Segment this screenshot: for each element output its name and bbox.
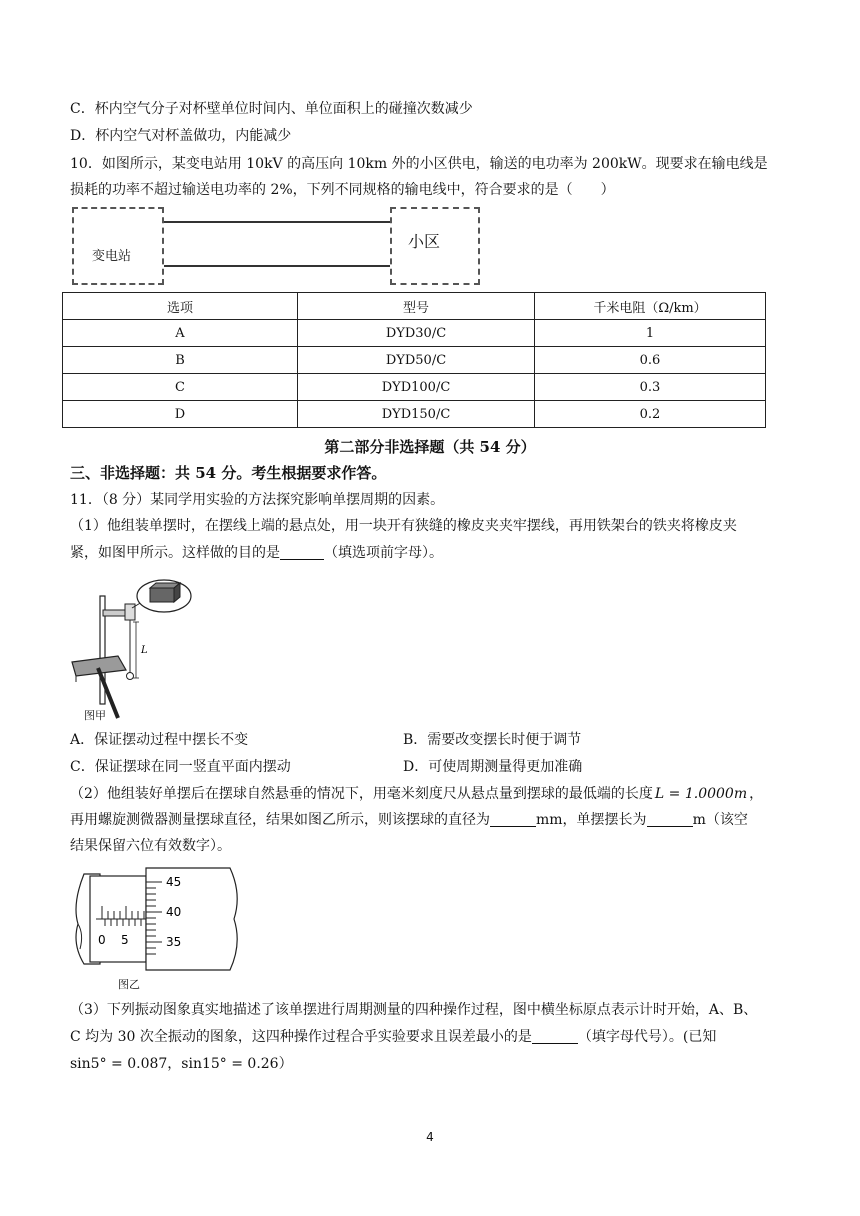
power-line-bottom xyxy=(164,265,390,267)
substation-label: 变电站 xyxy=(92,249,132,264)
q11-option-a: A．保证摆动过程中摆长不变 xyxy=(70,732,249,748)
q11-p2-text: （2）他组装好单摆后在摆球自然悬垂的情况下，用毫米刻度尺从悬点量到摆球的最低端的长度 xyxy=(70,786,653,802)
cell-model: DYD150/C xyxy=(298,401,535,428)
q11-option-c: C．保证摆球在同一竖直平面内摆动 xyxy=(70,759,291,775)
cell-resistance: 0.2 xyxy=(535,401,766,428)
q11-p2-comma: ， xyxy=(749,786,764,802)
q11-p2-text3: mm，单摆摆长为 xyxy=(536,812,647,828)
q11-p3-line1: （3）下列振动图象真实地描述了该单摆进行周期测量的四种操作过程，图中横坐标原点表示计时开始，A、B、 xyxy=(70,1002,758,1018)
community-label: 小区 xyxy=(408,232,441,251)
q11-p1-text: 紧，如图甲所示。这样做的目的是 xyxy=(70,545,280,561)
q11-p3-line3: sin5° = 0.087，sin15° = 0.26） xyxy=(70,1056,293,1072)
cell-resistance: 1 xyxy=(535,320,766,347)
answer-blank-3[interactable] xyxy=(532,1029,578,1044)
cell-option: A xyxy=(63,320,298,347)
table-row xyxy=(63,401,766,428)
header-model: 型号 xyxy=(298,293,535,320)
q9-option-d: D．杯内空气对杯盖做功，内能减少 xyxy=(70,128,292,144)
sleeve-label-0: 0 xyxy=(98,933,106,947)
q11-p2-text4: m（该空 xyxy=(692,812,748,828)
cell-option: B xyxy=(63,347,298,374)
q11-p3-line2 xyxy=(70,1027,716,1047)
pendulum-apparatus-figure xyxy=(70,578,200,723)
cell-option: D xyxy=(63,401,298,428)
cell-model: DYD50/C xyxy=(298,347,535,374)
q11-p2-line1 xyxy=(70,784,763,804)
power-line-top xyxy=(164,221,390,223)
q11-option-b: B．需要改变摆长时便于调节 xyxy=(403,732,582,748)
q11-p1-line2 xyxy=(70,543,443,563)
section-heading: 三、非选择题：共 54 分。考生根据要求作答。 xyxy=(70,464,387,482)
length-label: L xyxy=(141,645,148,656)
q9-option-c: C．杯内空气分子对杯壁单位时间内、单位面积上的碰撞次数减少 xyxy=(70,101,473,117)
q10-text-line1: 10．如图所示，某变电站用 10kV 的高压向 10km 外的小区供电，输送的电功率为 200kW。现要求在输电线是 xyxy=(70,156,768,172)
q11-p1-line1: （1）他组装单摆时，在摆线上端的悬点处，用一块开有狭缝的橡皮夹夹牢摆线，再用铁架台的铁夹将橡皮夹 xyxy=(70,518,737,534)
thimble-label-35: 35 xyxy=(166,935,182,949)
table-row xyxy=(63,374,766,401)
figure-b-caption: 图乙 xyxy=(118,978,140,991)
q10-text-line2: 损耗的功率不超过输送电功率的 2%，下列不同规格的输电线中，符合要求的是（ ） xyxy=(70,182,615,198)
cell-resistance: 0.6 xyxy=(535,347,766,374)
sleeve-label-5: 5 xyxy=(121,933,129,947)
header-resistance: 千米电阻（Ω/km） xyxy=(535,293,766,320)
figure-a-caption: 图甲 xyxy=(84,709,106,722)
q11-intro: 11．（8 分）某同学用实验的方法探究影响单摆周期的因素。 xyxy=(70,492,445,508)
q11-p3-text: C 均为 30 次全振动的图象，这四种操作过程合乎实验要求且误差最小的是 xyxy=(70,1029,532,1045)
substation-box xyxy=(72,207,164,285)
thimble-label-40: 40 xyxy=(166,905,182,919)
q11-p1-text-end: （填选项前字母）。 xyxy=(324,545,443,561)
answer-blank-diameter[interactable] xyxy=(490,812,536,827)
cell-model: DYD100/C xyxy=(298,374,535,401)
q11-p2-line3: 结果保留六位有效数字）。 xyxy=(70,838,231,854)
table-row xyxy=(63,320,766,347)
q11-p2-text2: 再用螺旋测微器测量摆球直径，结果如图乙所示，则该摆球的直径为 xyxy=(70,812,490,828)
cable-spec-table xyxy=(62,292,766,428)
part2-title: 第二部分非选择题（共 54 分） xyxy=(324,438,536,456)
cell-model: DYD30/C xyxy=(298,320,535,347)
table-header-row xyxy=(63,293,766,320)
answer-blank-1[interactable] xyxy=(280,545,324,560)
community-box xyxy=(390,207,480,285)
q11-p3-text-end: （填字母代号）。(已知 xyxy=(577,1029,717,1045)
table-row xyxy=(63,347,766,374)
page-number: 4 xyxy=(426,1130,434,1144)
answer-blank-length[interactable] xyxy=(647,812,693,827)
q11-option-d: D．可使周期测量得更加准确 xyxy=(403,759,583,775)
header-option: 选项 xyxy=(63,293,298,320)
thimble-label-45: 45 xyxy=(166,875,182,889)
cell-option: C xyxy=(63,374,298,401)
q10-diagram xyxy=(72,207,482,287)
length-formula: L = 1.0000m xyxy=(654,786,748,802)
q11-p2-line2 xyxy=(70,810,748,830)
micrometer-figure xyxy=(70,864,250,974)
cell-resistance: 0.3 xyxy=(535,374,766,401)
